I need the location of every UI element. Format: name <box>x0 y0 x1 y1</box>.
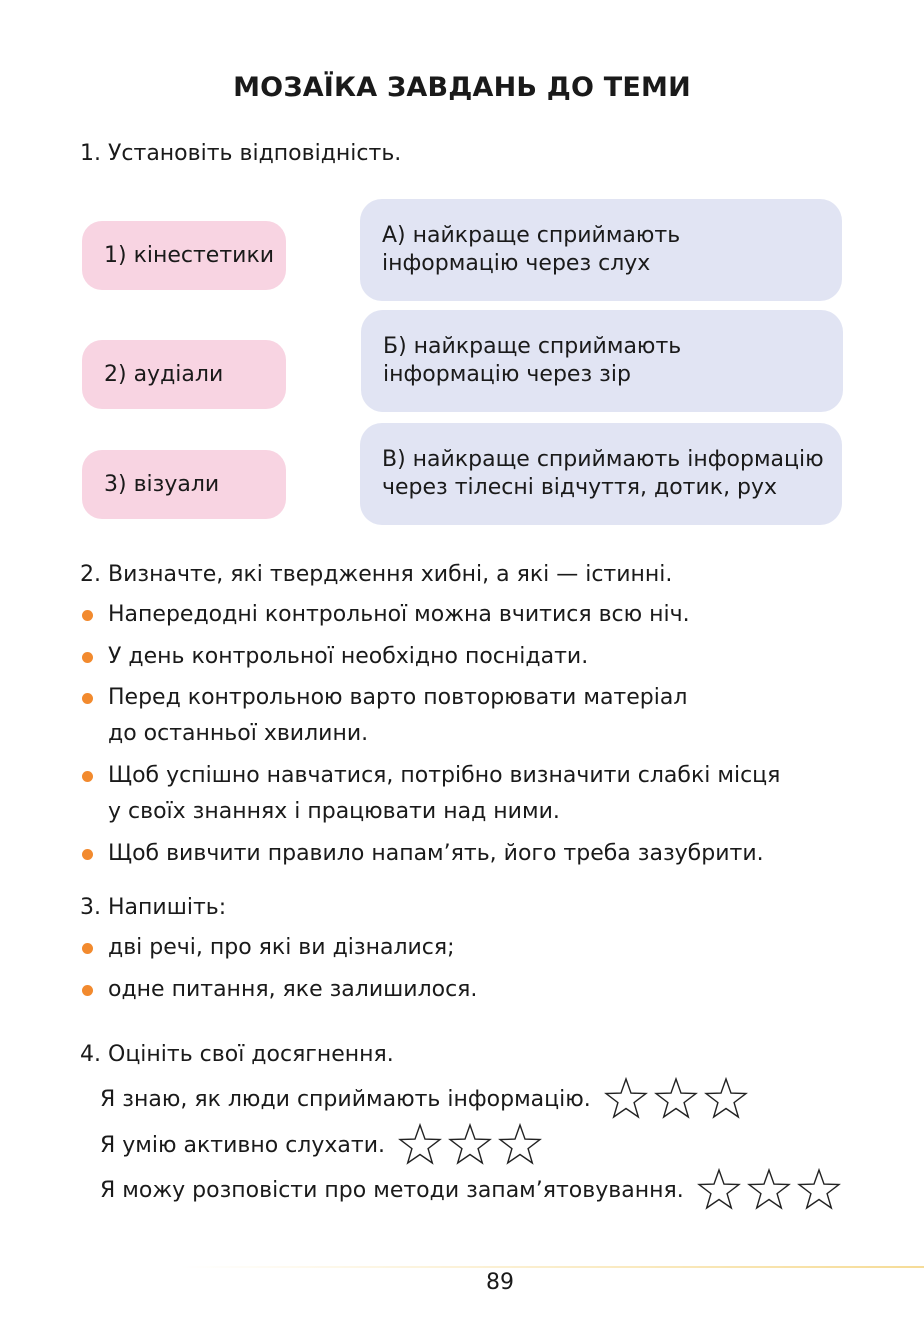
task-number: 3. <box>80 895 101 920</box>
star-icon[interactable] <box>796 1167 842 1213</box>
bullet-icon <box>82 985 93 996</box>
task-text: Оцініть свої досягнення. <box>108 1042 394 1067</box>
list-item <box>80 597 840 633</box>
self-rating-row <box>100 1076 749 1122</box>
task-text: Напишіть: <box>108 895 227 920</box>
match-right-line: Б) найкраще сприймають <box>383 334 682 359</box>
bullet-icon <box>82 610 93 621</box>
list-item <box>80 758 840 830</box>
list-item <box>80 972 840 1008</box>
star-icon[interactable] <box>746 1167 792 1213</box>
task-number: 4. <box>80 1042 101 1067</box>
list-item-text: Напередодні контрольної можна вчитися всю ніч. <box>108 602 690 627</box>
list-item-text: Щоб успішно навчатися, потрібно визначити слабкі місця <box>108 763 781 788</box>
star-icon[interactable] <box>497 1122 543 1168</box>
match-right-line: В) найкраще сприймають інформацію <box>382 447 824 472</box>
self-rating-row <box>100 1167 842 1213</box>
page-title: МОЗАЇКА ЗАВДАНЬ ДО ТЕМИ <box>233 72 691 103</box>
task-3-heading <box>80 893 226 923</box>
task-number: 1. <box>80 141 101 166</box>
self-rating-row <box>100 1122 543 1168</box>
star-rating[interactable] <box>696 1167 842 1213</box>
list-item-text: Щоб вивчити правило напам’ять, його треба зазубрити. <box>108 841 764 866</box>
star-icon[interactable] <box>653 1076 699 1122</box>
footer-divider <box>180 1266 924 1268</box>
task-2-heading <box>80 560 672 590</box>
match-right-line: А) найкраще сприймають <box>382 223 681 248</box>
rating-statement: Я знаю, як люди сприймають інформацію. <box>100 1086 591 1112</box>
page-number: 89 <box>486 1270 514 1295</box>
task-number: 2. <box>80 562 101 587</box>
task-4-heading <box>80 1040 394 1070</box>
list-item-text: у своїх знаннях і працювати над ними. <box>108 799 560 824</box>
rating-statement: Я умію активно слухати. <box>100 1132 385 1158</box>
match-right-c <box>360 423 842 525</box>
task-text: Визначте, які твердження хибні, а які — істинні. <box>108 562 673 587</box>
bullet-icon <box>82 693 93 704</box>
bullet-icon <box>82 771 93 782</box>
star-icon[interactable] <box>703 1076 749 1122</box>
bullet-icon <box>82 849 93 860</box>
match-left-1 <box>82 221 286 290</box>
list-item <box>80 930 840 966</box>
match-right-line: інформацію через зір <box>383 362 631 387</box>
bullet-icon <box>82 943 93 954</box>
star-icon[interactable] <box>447 1122 493 1168</box>
list-item-text: Перед контрольною варто повторювати матеріал <box>108 685 688 710</box>
list-item-text: до останньої хвилини. <box>108 721 369 746</box>
task-text: Установіть відповідність. <box>108 141 402 166</box>
star-rating[interactable] <box>397 1122 543 1168</box>
match-left-label: 3) візуали <box>104 472 220 497</box>
list-item-text: одне питання, яке залишилося. <box>108 977 478 1002</box>
match-left-3 <box>82 450 286 519</box>
match-right-a <box>360 199 842 301</box>
match-right-line: інформацію через слух <box>382 251 651 276</box>
list-item <box>80 836 840 872</box>
star-icon[interactable] <box>603 1076 649 1122</box>
rating-statement: Я можу розповісти про методи запам’ятовування. <box>100 1177 684 1203</box>
list-item-text: дві речі, про які ви дізналися; <box>108 935 455 960</box>
match-right-line: через тілесні відчуття, дотик, рух <box>382 475 778 500</box>
list-item <box>80 680 840 752</box>
match-right-b <box>361 310 843 412</box>
star-icon[interactable] <box>696 1167 742 1213</box>
match-left-2 <box>82 340 286 409</box>
task-1-heading <box>80 139 401 169</box>
bullet-icon <box>82 652 93 663</box>
star-rating[interactable] <box>603 1076 749 1122</box>
star-icon[interactable] <box>397 1122 443 1168</box>
list-item-text: У день контрольної необхідно поснідати. <box>108 644 589 669</box>
match-left-label: 1) кінестетики <box>104 243 275 268</box>
match-left-label: 2) аудіали <box>104 362 224 387</box>
list-item <box>80 639 840 675</box>
